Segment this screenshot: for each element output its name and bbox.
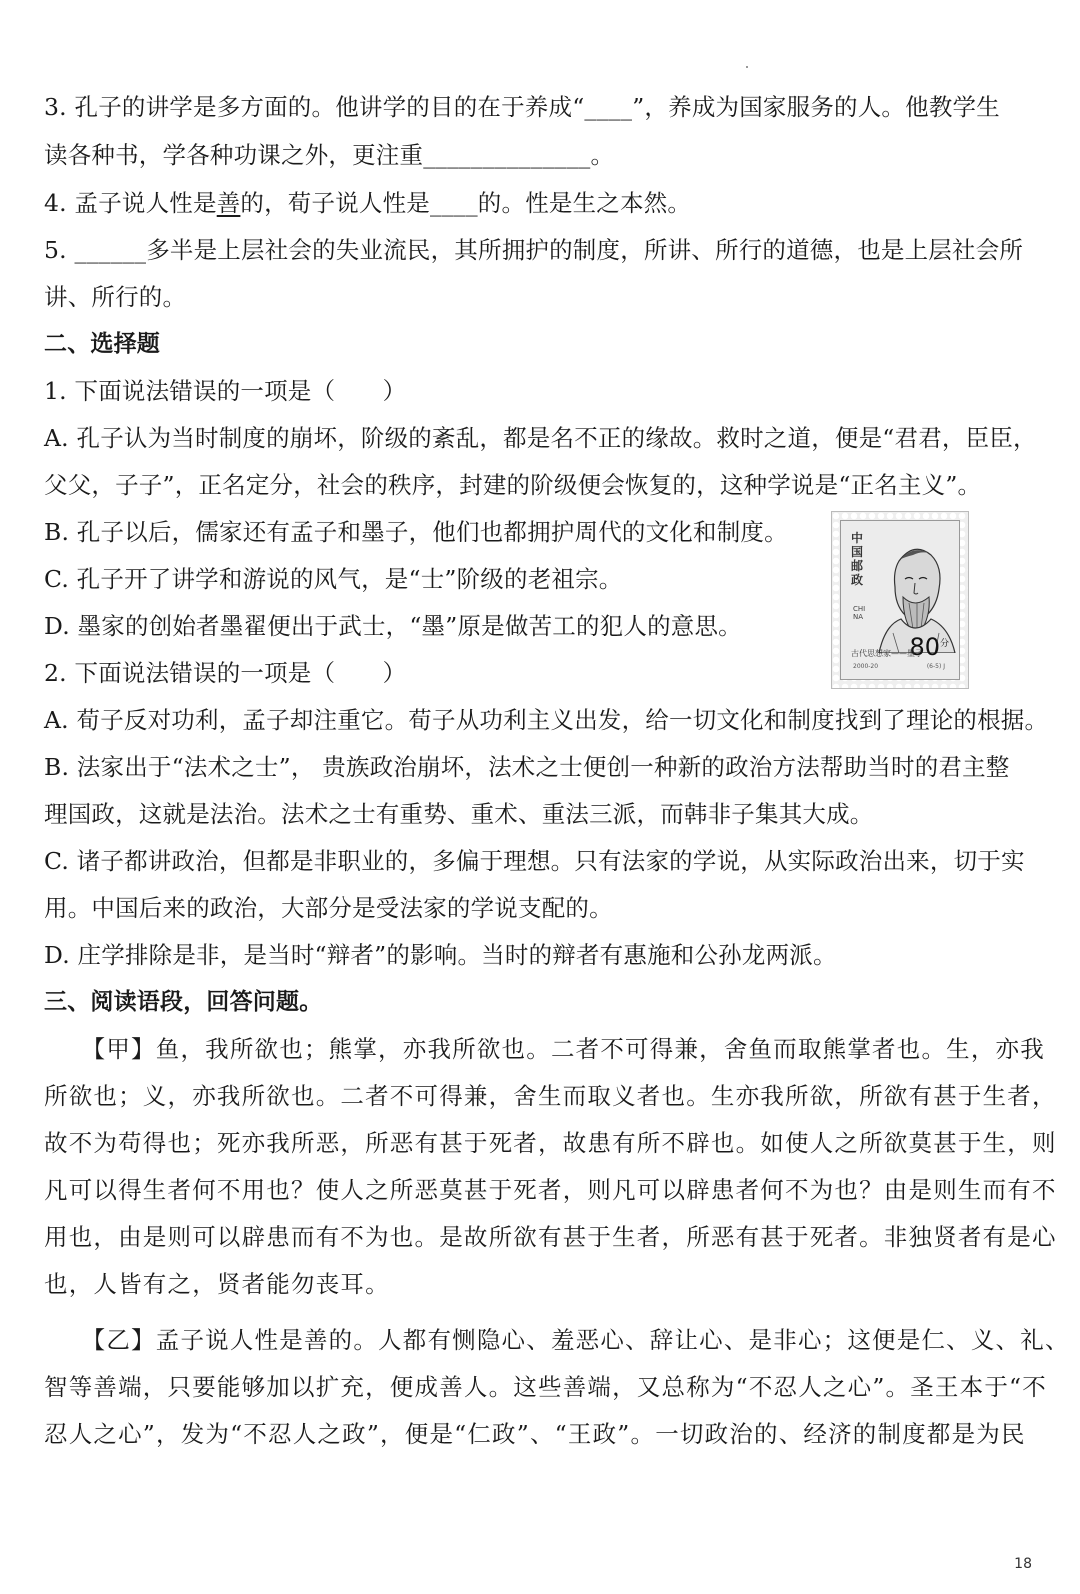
q2-option-b-line1: B. 法家出于“法术之士”， 贵族政治崩坏，法术之士便创一种新的政治方法帮助当时的君主整 bbox=[44, 753, 1010, 781]
q2-option-c-line1: C. 诸子都讲政治，但都是非职业的，多偏于理想。只有法家的学说，从实际政治出来，切于实 bbox=[44, 847, 1025, 875]
q4-line bbox=[44, 188, 691, 218]
q5-line1: 5. ______多半是上层社会的失业流民，其所拥护的制度，所讲、所行的道德，也是上层社会所 bbox=[44, 236, 1024, 264]
passage-jia-line: 用也，由是则可以辟患而有不为也。是故所欲有甚于生者，所恶有甚于死者。非独贤者有是心 bbox=[44, 1223, 1057, 1251]
q1-stem: 1. 下面说法错误的一项是（ ） bbox=[44, 377, 407, 405]
q3-line2: 读各种书，学各种功课之外，更注重______________。 bbox=[44, 141, 615, 169]
stamp-country-cn: 中国邮政 bbox=[851, 531, 864, 587]
passage-jia-line: 所欲也；义，亦我所欲也。二者不可得兼，舍生而取义者也。生亦我所欲，所欲有甚于生者， bbox=[44, 1082, 1057, 1110]
section2-heading: 二、选择题 bbox=[44, 331, 160, 357]
passage-jia-line: 也，人皆有之，贤者能勿丧耳。 bbox=[44, 1270, 390, 1298]
section3-heading: 三、阅读语段，回答问题。 bbox=[44, 989, 323, 1015]
stamp-face bbox=[840, 520, 960, 680]
stamp-country-en: CHINA bbox=[853, 605, 866, 621]
q2-option-c-line2: 用。中国后来的政治，大部分是受法家的学说支配的。 bbox=[44, 894, 613, 922]
q4-prefix: 4. 孟子说人性是 bbox=[44, 189, 217, 217]
q2-option-d: D. 庄学排除是非，是当时“辩者”的影响。当时的辩者有惠施和公孙龙两派。 bbox=[44, 941, 837, 969]
q4-suffix: 的，荀子说人性是____的。性是生之本然。 bbox=[240, 189, 692, 217]
q1-option-a-line2: 父父，子子”，正名定分，社会的秩序，封建的阶级便会恢复的，这种学说是“正名主义”。 bbox=[44, 471, 982, 499]
passage-yi-line: 智等善端，只要能够加以扩充，便成善人。这些善端，又总称为“不忍人之心”。圣王本于“不 bbox=[44, 1373, 1047, 1401]
q2-option-a: A. 荀子反对功利，孟子却注重它。荀子从功利主义出发，给一切文化和制度找到了理论的根据。 bbox=[44, 706, 1049, 734]
stamp-serial-left: 2000-20 bbox=[853, 663, 879, 670]
q3-line1: 3. 孔子的讲学是多方面的。他讲学的目的在于养成“____”，养成为国家服务的人。他教学生 bbox=[44, 93, 1000, 121]
passage-jia-line: 凡可以得生者何不用也？使人之所恶莫甚于死者，则凡可以辟患者何不为也？由是则生而有不 bbox=[44, 1176, 1057, 1204]
stamp-serial-right: (6-5) J bbox=[926, 663, 945, 670]
passage-jia-line: 故不为苟得也；死亦我所恶，所恶有甚于死者，故患有所不辟也。如使人之所欲莫甚于生，则 bbox=[44, 1129, 1057, 1157]
page-number: 18 bbox=[1014, 1556, 1032, 1572]
mozi-stamp-image bbox=[832, 512, 968, 688]
passage-yi-line: 忍人之心”，发为“不忍人之政”，便是“仁政”、“王政”。一切政治的、经济的制度都是为民 bbox=[44, 1420, 1026, 1448]
passage-yi-line: 【乙】孟子说人性是善的。人都有恻隐心、羞恶心、辞让心、是非心；这便是仁、义、礼、 bbox=[44, 1326, 1070, 1354]
stamp-caption: 古代思想家——墨子 bbox=[851, 649, 923, 658]
q1-option-a-line1: A. 孔子认为当时制度的崩坏，阶级的紊乱，都是名不正的缘故。救时之道，便是“君君，臣臣， bbox=[44, 424, 1037, 452]
q1-option-d: D. 墨家的创始者墨翟便出于武士，“墨”原是做苦工的犯人的意思。 bbox=[44, 612, 742, 640]
q1-option-b: B. 孔子以后，儒家还有孟子和墨子，他们也都拥护周代的文化和制度。 bbox=[44, 518, 788, 546]
scan-speck bbox=[746, 66, 748, 68]
q5-line2: 讲、所行的。 bbox=[44, 283, 187, 311]
q1-option-c: C. 孔子开了讲学和游说的风气，是“士”阶级的老祖宗。 bbox=[44, 565, 623, 593]
stamp-value: $80^分$ bbox=[909, 633, 949, 661]
q2-option-b-line2: 理国政，这就是法治。法术之士有重势、重术、重法三派，而韩非子集其大成。 bbox=[44, 800, 874, 828]
q2-stem: 2. 下面说法错误的一项是（ ） bbox=[44, 659, 407, 687]
q4-underlined-word: 善 bbox=[216, 189, 241, 217]
passage-jia-line: 【甲】鱼，我所欲也；熊掌，亦我所欲也。二者不可得兼，舍鱼而取熊掌者也。生，亦我 bbox=[44, 1035, 1045, 1063]
